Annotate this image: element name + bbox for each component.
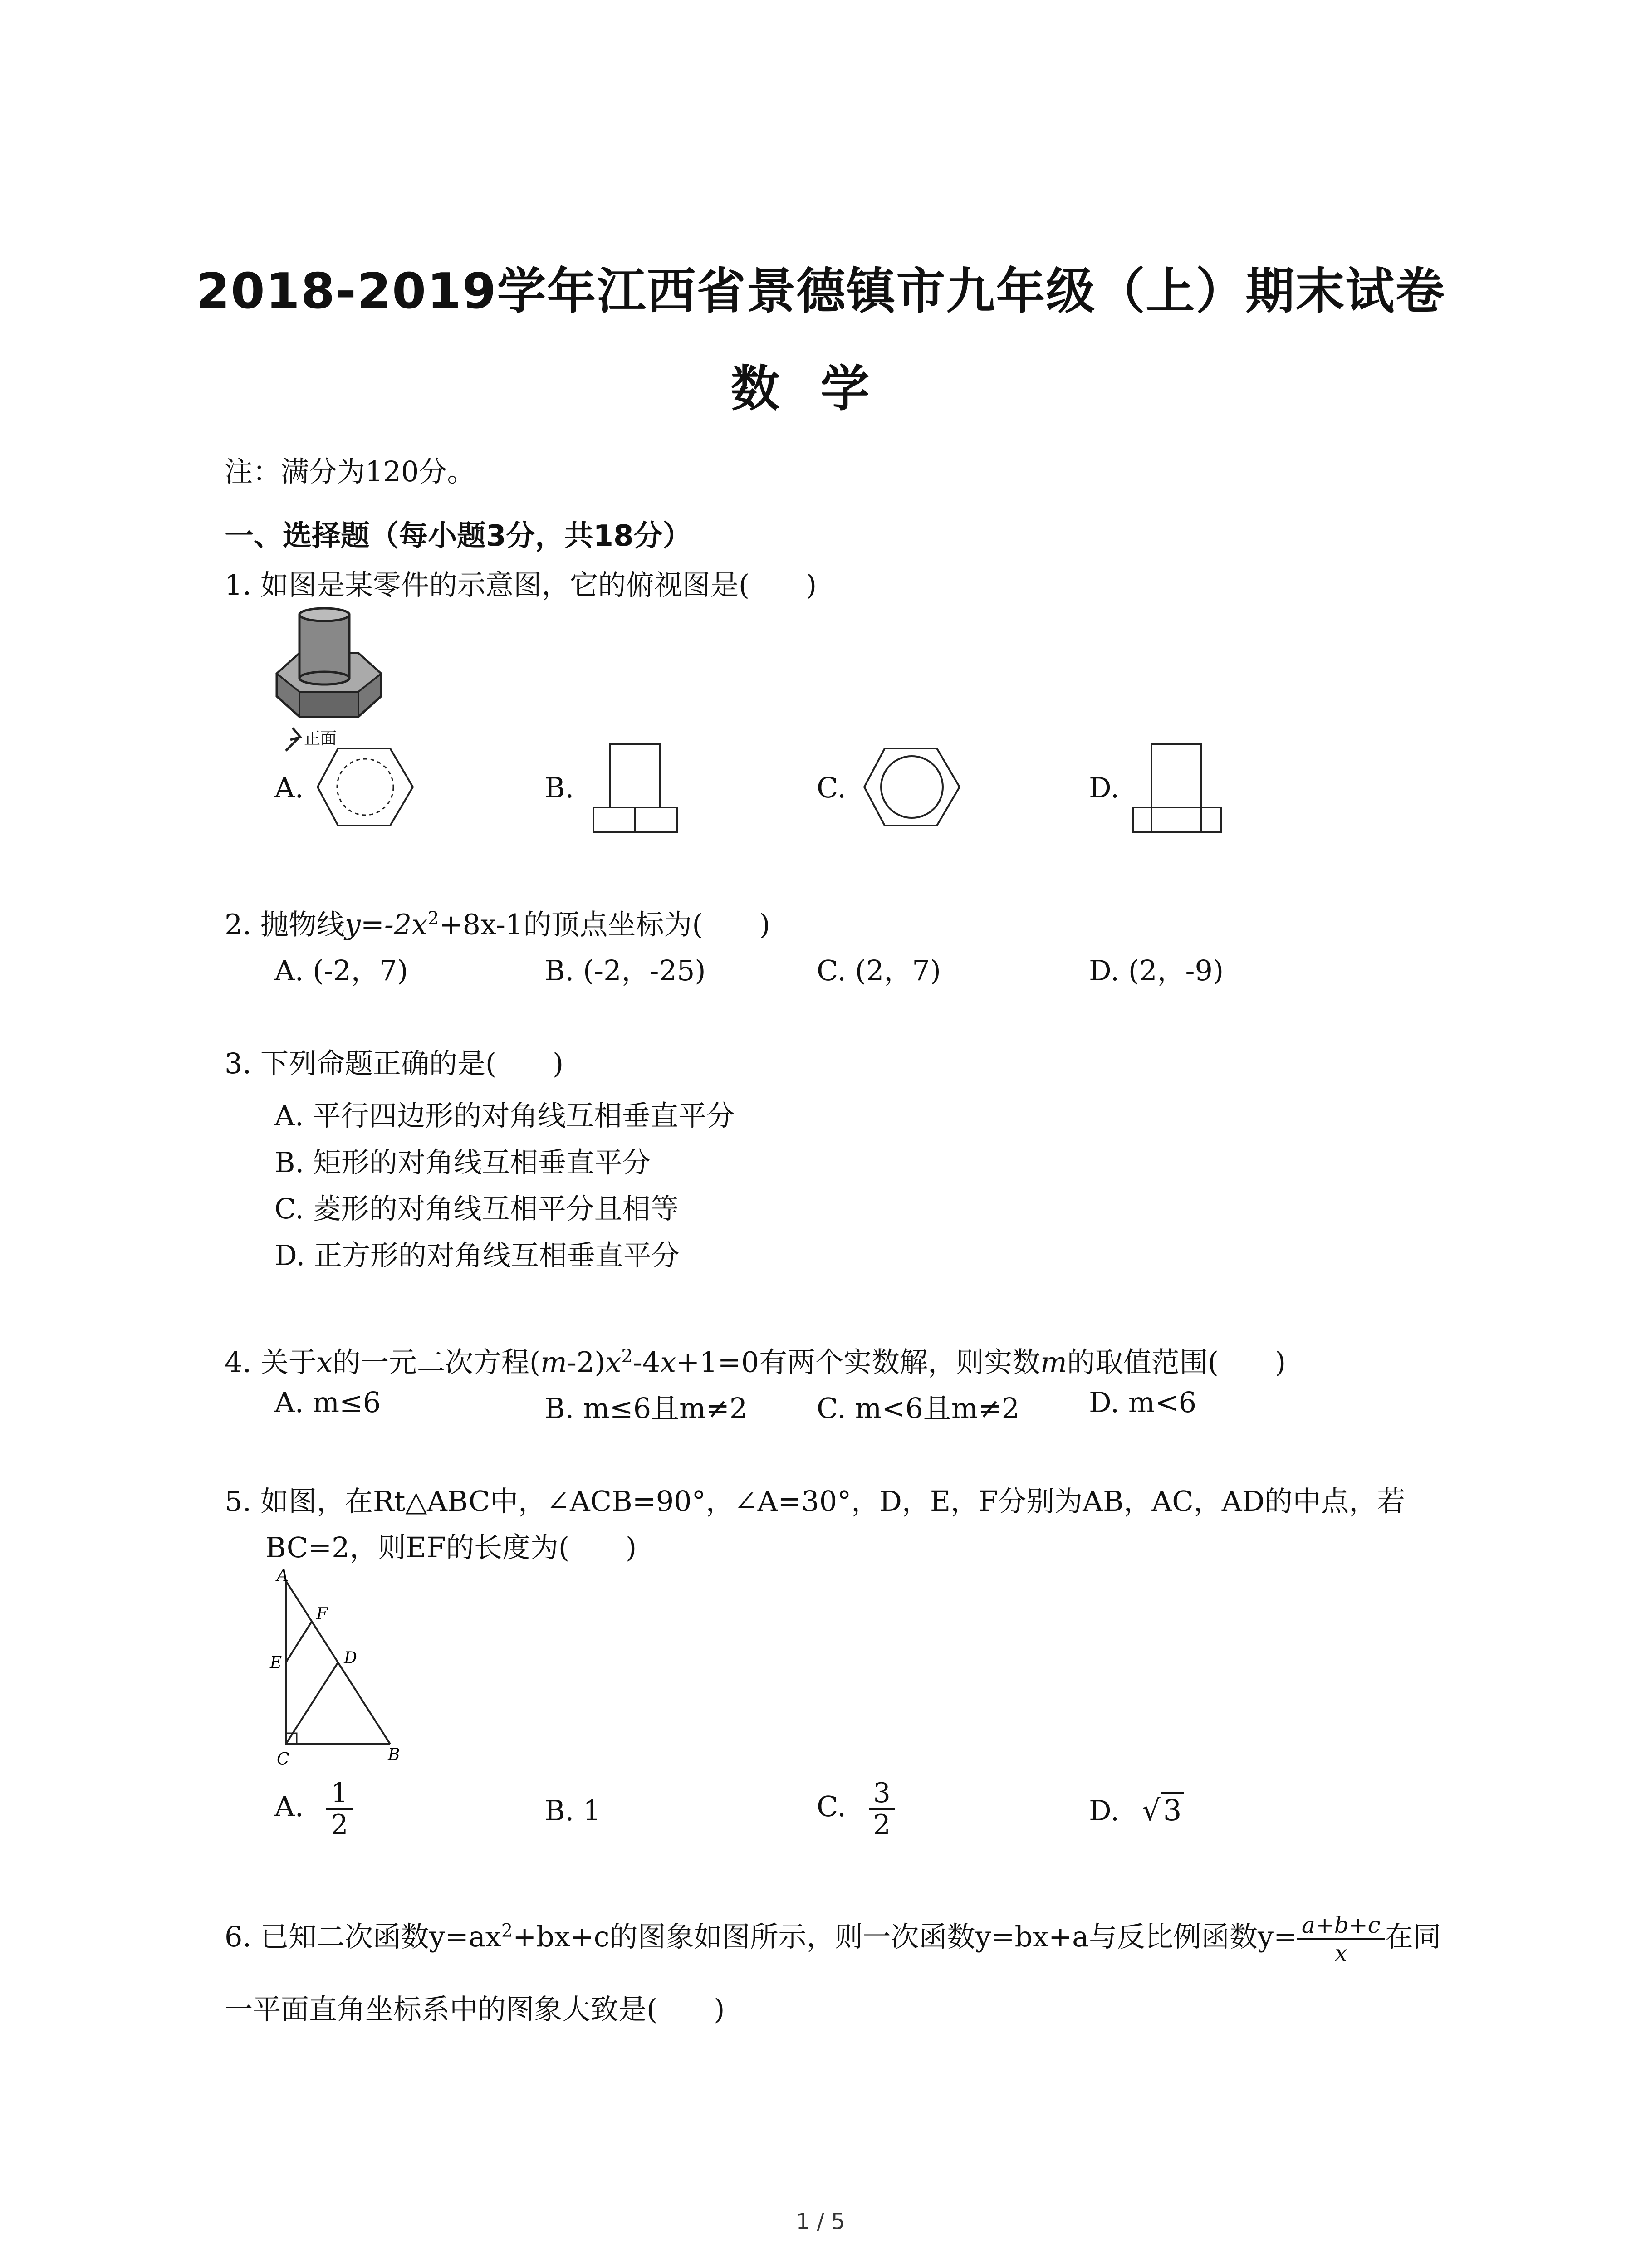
q3-option-c: C. 菱形的对角线互相平分且相等 — [274, 1192, 679, 1225]
q1-part-figure — [268, 606, 404, 755]
q6-stem-line1: 6. 已知二次函数$y=ax^2+bx+c$的图象如图所示，则一次函数y=bx+a与反比例函数y= $\frac{a+b+c}{x}$ 在同 — [225, 1912, 1441, 1966]
section-heading: 一、选择题（每小题3分，共18分） — [225, 519, 692, 553]
q5-option-a: A. $\frac{1}{2}$ — [274, 1778, 353, 1840]
q1-option-a-label: A. — [274, 771, 304, 804]
q6-stem-line2: 一平面直角坐标系中的图象大致是( ) — [225, 1993, 725, 2026]
q4-option-c: C. m<6且m≠2 — [817, 1392, 1020, 1425]
q1-stem: 1. 如图是某零件的示意图，它的俯视图是( ) — [225, 568, 817, 601]
q1-front-label: 正面 — [304, 729, 337, 748]
q2-option-a: A. (-2，7) — [274, 954, 408, 987]
q3-option-d: D. 正方形的对角线互相垂直平分 — [274, 1239, 680, 1272]
q5-label-b: B — [388, 1745, 400, 1764]
q1-option-c-figure — [862, 744, 962, 835]
q1-option-b-figure — [590, 739, 681, 835]
q2-option-d: D. (2，-9) — [1089, 954, 1224, 987]
exam-title: 2018-2019学年江西省景德镇市九年级（上）期末试卷 — [196, 263, 1445, 320]
q1-option-b-label: B. — [544, 771, 574, 804]
q5-label-e: E — [270, 1653, 282, 1672]
q4-stem: 4. 关于x的一元二次方程$(m-2)x^2-4x+1=0$有两个实数解，则实数m的取值范围( ) — [225, 1345, 1286, 1379]
q3-option-b: B. 矩形的对角线互相垂直平分 — [274, 1146, 651, 1179]
q4-option-d: D. m<6 — [1089, 1386, 1197, 1419]
q5-option-b: B. 1 — [544, 1794, 601, 1827]
q2-option-c: C. (2，7) — [817, 954, 941, 987]
q1-option-c-label: C. — [817, 771, 846, 804]
q3-stem: 3. 下列命题正确的是( ) — [225, 1047, 564, 1080]
q3-option-a: A. 平行四边形的对角线互相垂直平分 — [274, 1099, 735, 1132]
q5-triangle-figure — [268, 1567, 413, 1780]
q1-option-d-figure — [1130, 739, 1225, 835]
q5-option-d: D. √3 — [1089, 1794, 1184, 1828]
q2-stem: 2. 抛物线$y=-2x^2+8x-1$的顶点坐标为( ) — [225, 908, 770, 941]
page-number: 1 / 5 — [796, 2209, 845, 2234]
q5-stem-line2: BC=2，则EF的长度为( ) — [265, 1531, 637, 1564]
q5-label-d: D — [344, 1649, 357, 1667]
q2-option-b: B. (-2，-25) — [544, 954, 706, 987]
exam-subject: 数学 — [730, 361, 911, 417]
q5-label-c: C — [277, 1750, 289, 1769]
q5-label-a: A — [277, 1566, 289, 1585]
q1-option-a-figure — [315, 744, 415, 835]
q4-option-b: B. m≤6且m≠2 — [544, 1392, 748, 1425]
q5-option-c: C. $\frac{3}{2}$ — [817, 1778, 895, 1840]
q1-option-d-label: D. — [1089, 771, 1120, 804]
note: 注：满分为120分。 — [225, 455, 475, 488]
q4-option-a: A. m≤6 — [274, 1386, 381, 1419]
q5-stem-line1: 5. 如图，在Rt△ABC中，∠ACB=90°，∠A=30°，D，E，F分别为AB，AC，AD的中点，若 — [225, 1485, 1406, 1518]
q5-label-f: F — [316, 1605, 328, 1623]
